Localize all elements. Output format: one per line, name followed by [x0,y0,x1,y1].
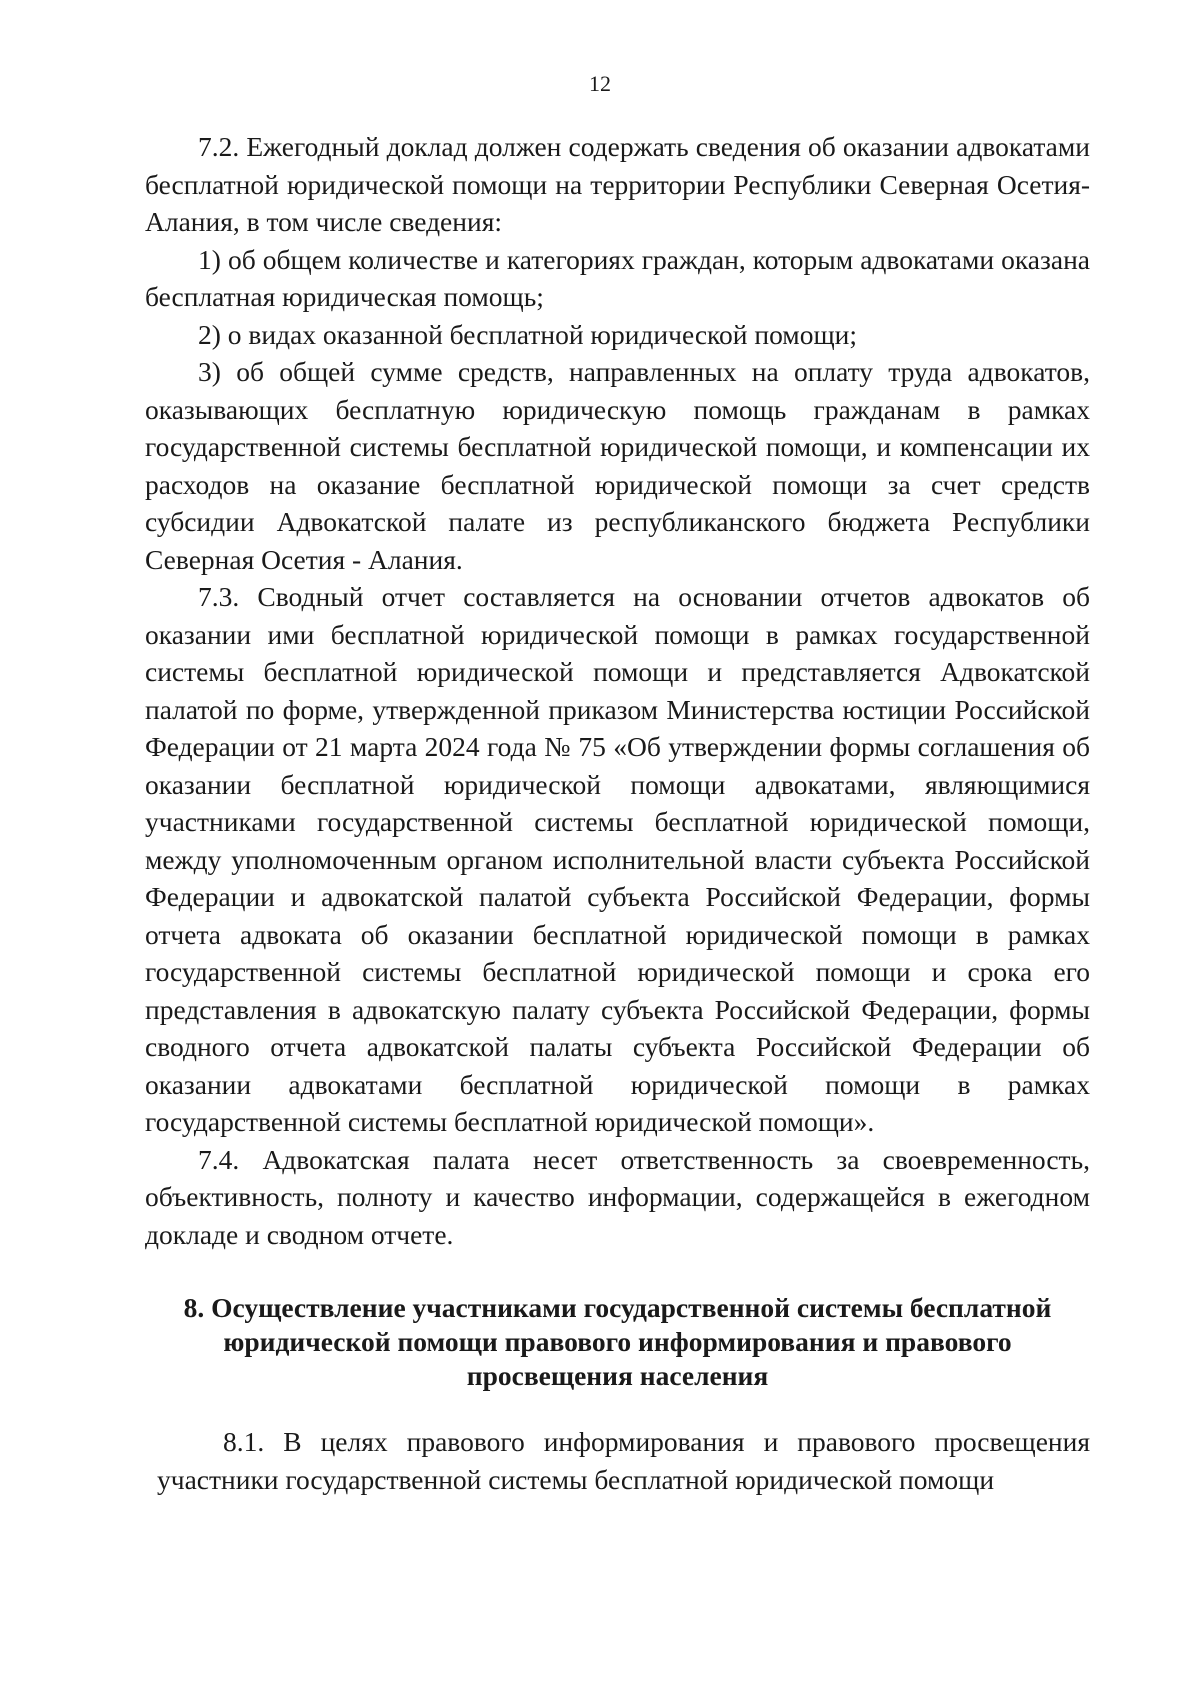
paragraph-8-1: 8.1. В целях правового информирования и правового просвещения участники государственной системы бесплатной юридической помощи [157,1426,1090,1495]
paragraph-7-2: 7.2. Ежегодный доклад должен содержать сведения об оказании адвокатами бесплатной юридической помощи на территории Республики Северная Осетия-Алания, в том числе сведения: [145,131,1090,237]
list-item-3: 3) об общей сумме средств, направленных на оплату труда адвокатов, оказывающих бесплатную юридическую помощь гражданам в рамках государственной системы бесплатной юридической помощи, и компенсации их расходов на оказание бесплатной юридической помощи за счет средств субсидии Адвокатской палате из республиканского бюджета Республики Северная Осетия - Алания. [145,356,1090,575]
document-body [145,128,1090,1498]
section-heading-8: 8. Осуществление участниками государственной системы бесплатной юридической помощи правового информирования и правового просвещения населения [183,1292,1052,1391]
list-item-2: 2) о видах оказанной бесплатной юридической помощи; [198,318,857,350]
list-item-1: 1) об общем количестве и категориях граждан, которым адвокатами оказана бесплатная юридическая помощь; [145,243,1090,312]
paragraph-7-3: 7.3. Сводный отчет составляется на основании отчетов адвокатов об оказании ими бесплатной юридической помощи в рамках государственной системы бесплатной юридической помощи и представляется Адвокатской палатой по форме, утвержденной приказом Министерства юстиции Российской Федерации от 21 марта 2024 года № 75 «Об утверждении формы соглашения об оказании бесплатной юридической помощи адвокатами, являющимися участниками государственной системы бесплатной юридической помощи, между уполномоченным органом исполнительной власти субъекта Российской Федерации и адвокатской палатой субъекта Российской Федерации, формы отчета адвоката об оказании бесплатной юридической помощи в рамках государственной системы бесплатной юридической помощи и срока его представления в адвокатскую палату субъекта Российской Федерации, формы сводного отчета адвокатской палаты субъекта Российской Федерации об оказании адвокатами бесплатной юридической помощи в рамках государственной системы бесплатной юридической помощи». [145,581,1090,1137]
page-number: 12 [589,71,611,96]
paragraph-7-4: 7.4. Адвокатская палата несет ответственность за своевременность, объективность, полноту и качество информации, содержащейся в ежегодном докладе и сводном отчете. [145,1143,1090,1250]
